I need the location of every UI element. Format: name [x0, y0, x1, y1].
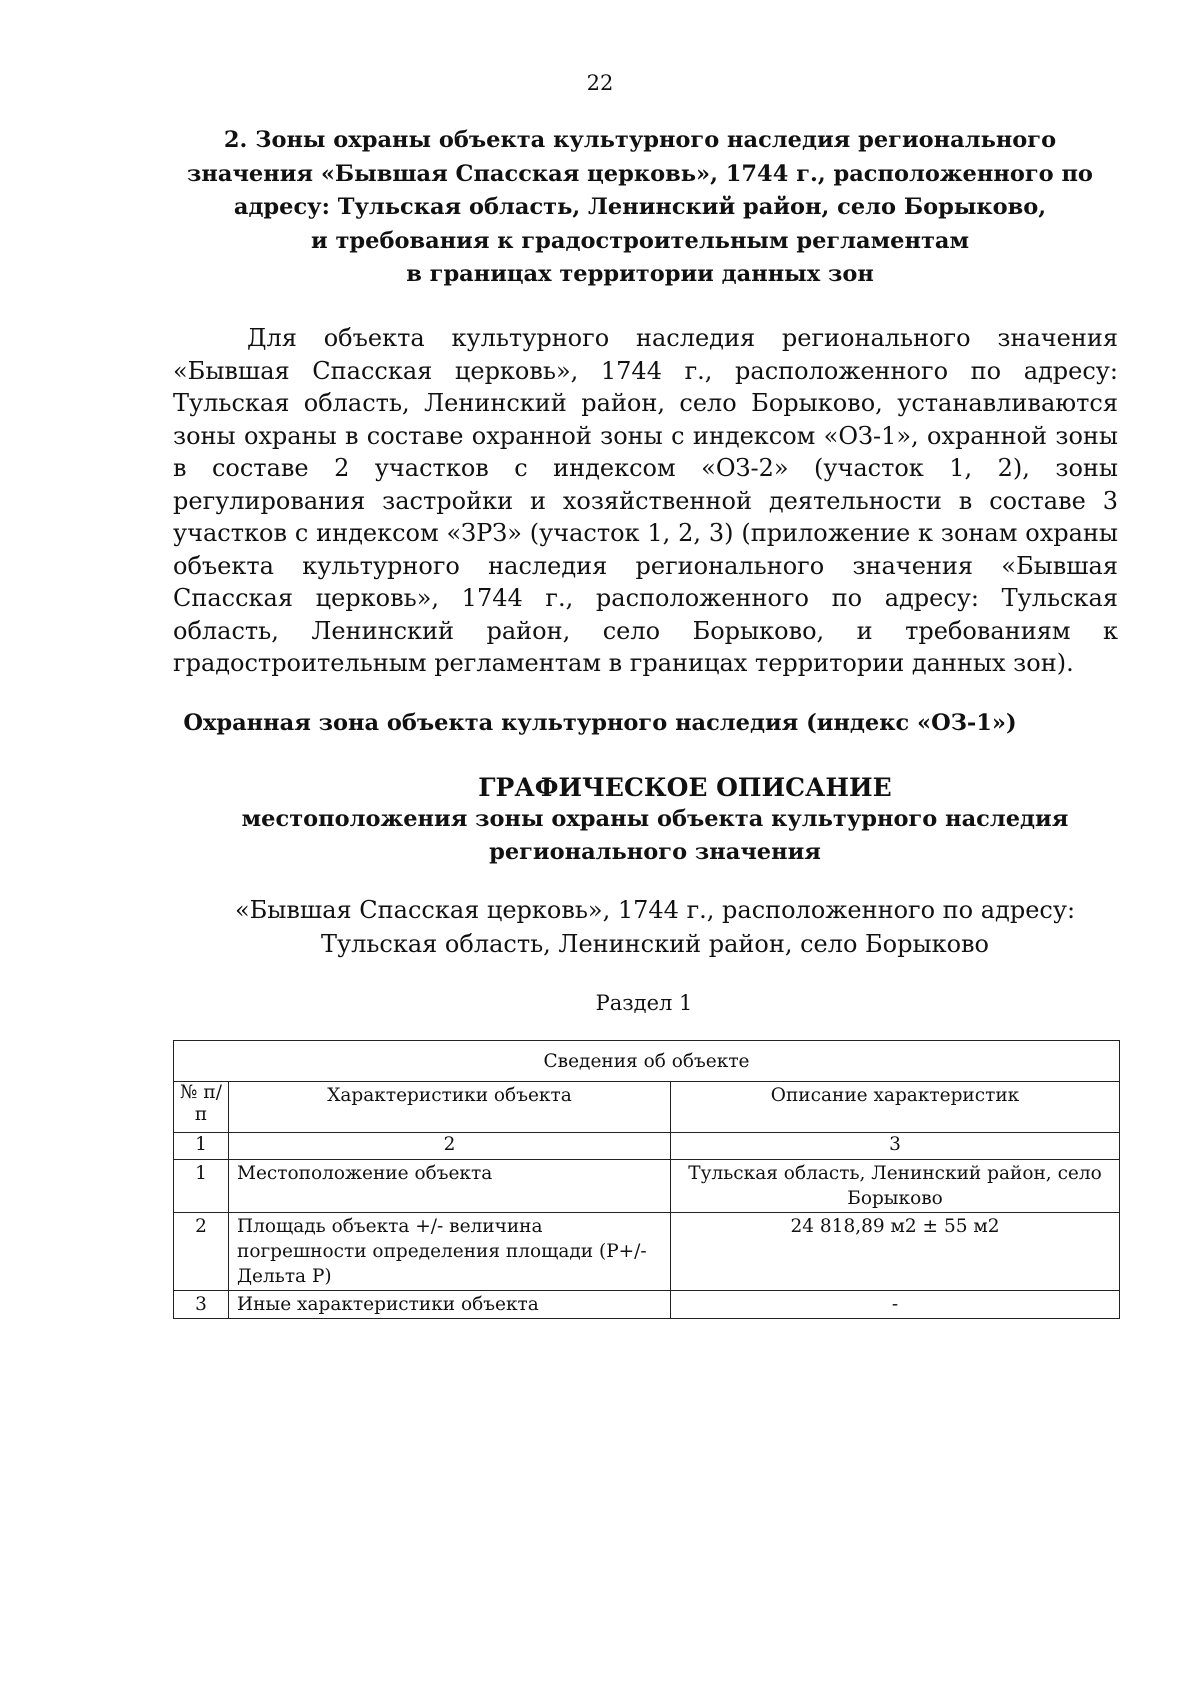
section-heading-line: 2. Зоны охраны объекта культурного наследия регионального: [223, 127, 1057, 153]
index-cell: 2: [229, 1133, 671, 1160]
graphic-description-title: ГРАФИЧЕСКОЕ ОПИСАНИЕ: [478, 773, 892, 802]
row-number: 2: [174, 1213, 229, 1291]
table-caption-row: [174, 1041, 1120, 1082]
graphic-subtitle-line: местоположения зоны охраны объекта культурного наследия: [241, 806, 1069, 832]
row-description: 24 818,89 м2 ± 55 м2: [671, 1213, 1120, 1291]
column-header-characteristic: Характеристики объекта: [229, 1082, 671, 1133]
column-header-description: Описание характеристик: [671, 1082, 1120, 1133]
section-heading-line: и требования к градостроительным регламентам: [310, 227, 970, 254]
row-description: -: [671, 1291, 1120, 1319]
section-heading-line: в границах территории данных зон: [406, 261, 874, 287]
graphic-subtitle-line: регионального значения: [489, 839, 821, 865]
row-number: 1: [174, 1160, 229, 1213]
index-cell: 1: [174, 1133, 229, 1160]
row-characteristic: Местоположение объекта: [229, 1160, 671, 1213]
table-row: [174, 1213, 1120, 1291]
row-number: 3: [174, 1291, 229, 1319]
page-number: 22: [586, 71, 614, 95]
section-heading-line: адресу: Тульская область, Ленинский район, село Борыково,: [233, 194, 1047, 220]
body-paragraph: Для объекта культурного наследия регионального значения «Бывшая Спасская церковь», 1744 г., расположенного по адресу: Тульская область, Ленинский район, село Борыково, устанавливаются зоны охраны в составе охранной зоны с индексом «ОЗ-1», охранной зоны в составе 2 участков с индексом «ОЗ-2» (участок 1, 2), зоны регулирования застройки и хозяйственной деятельности в составе 3 участков с индексом «ЗРЗ» (участок 1, 2, 3) (приложение к зонам охраны объекта культурного наследия регионального значения «Бывшая Спасская церковь», 1744 г., расположенного по адресу: Тульская область, Ленинский район, село Борыково, и требованиям к градостроительным регламентам в границах территории данных зон).: [173, 324, 1118, 677]
object-address-line: Тульская область, Ленинский район, село Борыково: [320, 930, 990, 958]
table-row: [174, 1291, 1120, 1319]
row-description: Тульская область, Ленинский район, село Борыково: [671, 1160, 1120, 1213]
column-header-number: № п/п: [174, 1082, 229, 1133]
object-info-table: [173, 1040, 1120, 1319]
table-header-row: [174, 1082, 1120, 1133]
section-label: Раздел 1: [595, 991, 693, 1015]
index-cell: 3: [671, 1133, 1120, 1160]
section-heading: [160, 124, 1120, 292]
object-address: [215, 893, 1095, 961]
table-index-row: [174, 1133, 1120, 1160]
protected-zone-subheading: Охранная зона объекта культурного наследия (индекс «ОЗ-1»): [183, 710, 1017, 736]
object-address-line: «Бывшая Спасская церковь», 1744 г., расположенного по адресу:: [234, 896, 1076, 924]
table-row: [174, 1160, 1120, 1213]
table-caption: Сведения об объекте: [174, 1041, 1120, 1082]
row-characteristic: Иные характеристики объекта: [229, 1291, 671, 1319]
row-characteristic: Площадь объекта +/- величина погрешности определения площади (Р+/- Дельта Р): [229, 1213, 671, 1291]
graphic-description-subtitle: [215, 803, 1095, 869]
section-heading-line: значения «Бывшая Спасская церковь», 1744 г., расположенного по: [187, 160, 1093, 187]
